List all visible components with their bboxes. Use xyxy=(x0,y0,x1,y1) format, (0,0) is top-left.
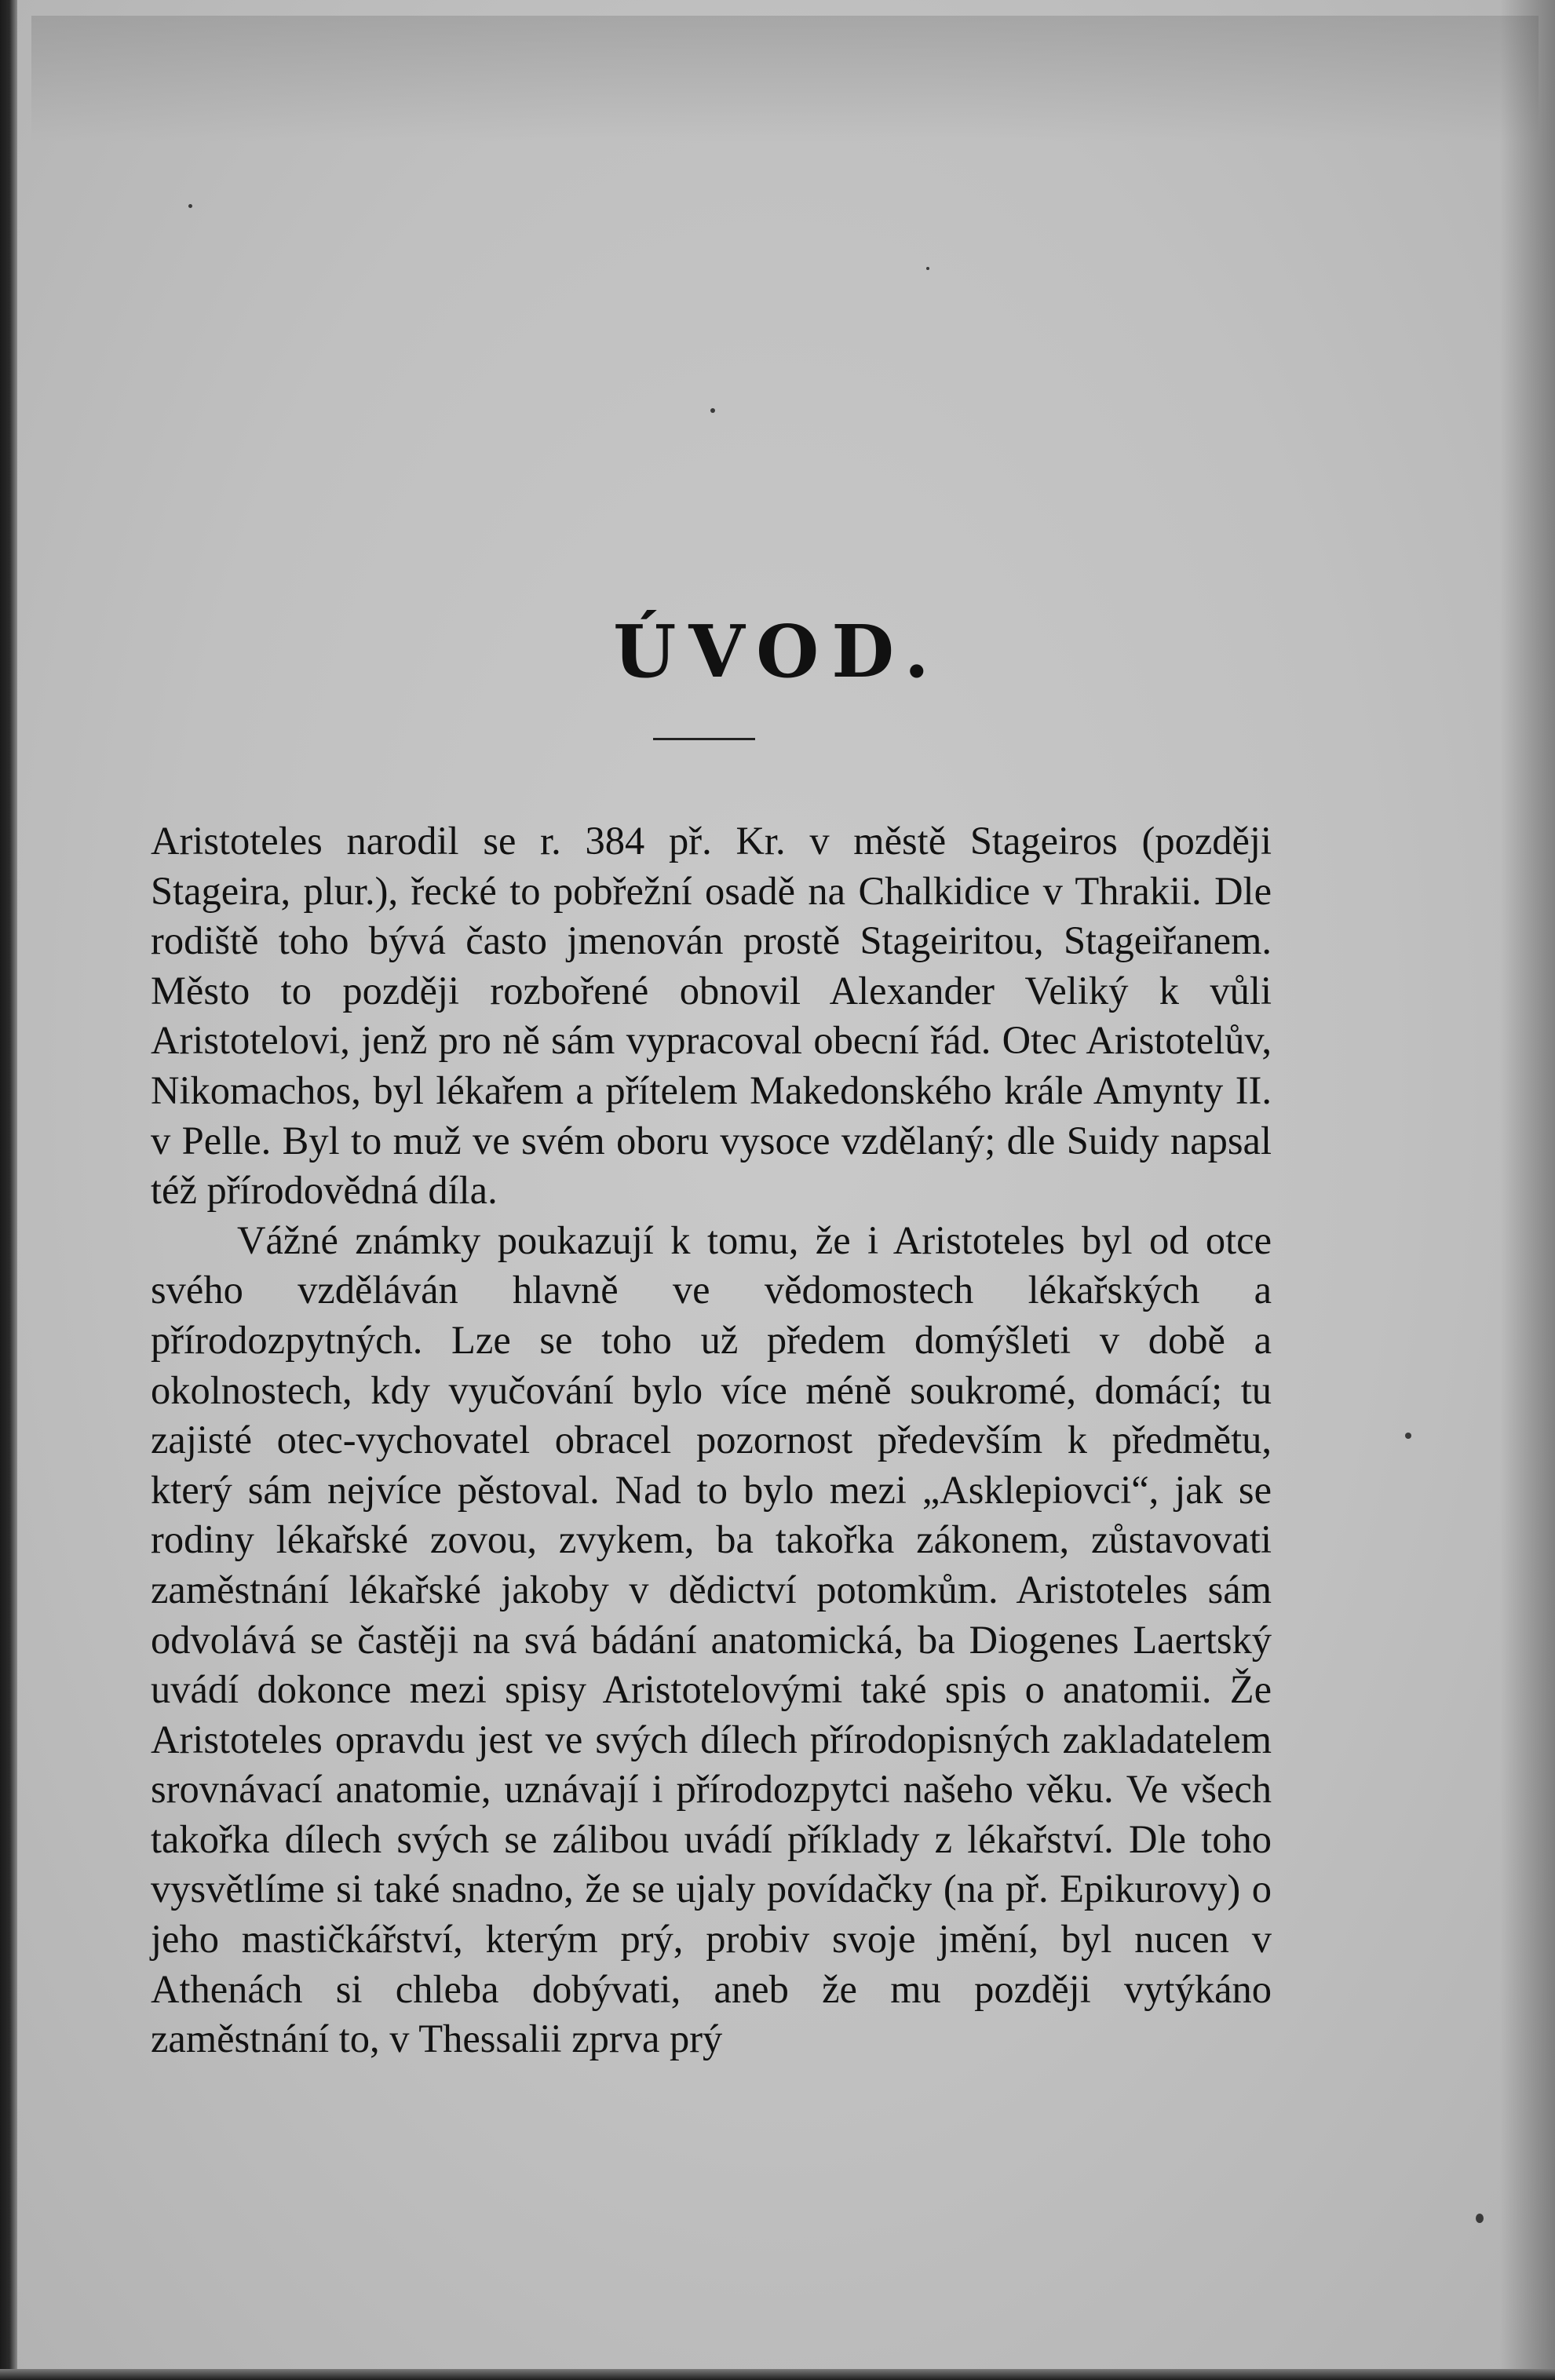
paragraph-1: Aristoteles narodil se r. 384 př. Kr. v městě Stageiros (později Stageira, plur.), řecké to pobřežní osadě na Chalkidice v Thrakii. Dle rodiště toho bývá často jmenován prostě Stageiritou, Stageiřanem. Město to později rozbořené obnovil Alexander Veliký k vůli Aristotelovi, jenž pro ně sám vypracoval obecní řád. Otec Aristotelův, Nikomachos, byl lékařem a přítelem Makedonského krále Amynty II. v Pelle. Byl to muž ve svém oboru vysoce vzdělaný; dle Suidy napsal též přírodovědná díla. xyxy=(151,819,1272,1213)
scan-speck xyxy=(188,204,192,208)
scan-speck xyxy=(926,267,929,270)
page-left-edge xyxy=(0,0,17,2380)
scan-noise-top xyxy=(31,16,1539,141)
scan-speck xyxy=(710,408,715,413)
page-title: ÚVOD. xyxy=(613,609,942,694)
body-text xyxy=(151,816,1272,2064)
scan-speck xyxy=(1476,2214,1484,2223)
scan-speck xyxy=(1405,1433,1411,1439)
paragraph-2: Vážné známky poukazují k tomu, že i Aristoteles byl od otce svého vzděláván hlavně ve vědomostech lékařských a přírodozpytných. Lze se toho už předem domýšleti v době a okolnostech, kdy vyučování bylo více méně soukromé, domácí; tu zajisté otec-vychovatel obracel pozornost především k předmětu, který sám nejvíce pěstoval. Nad to bylo mezi „Asklepiovci“, jak se rodiny lékařské zovou, zvykem, ba takořka zákonem, zůstavovati zaměstnání lékařské jakoby v dědictví potomkům. Aristoteles sám odvolává se častěji na svá bádání anatomická, ba Diogenes Laertský uvádí dokonce mezi spisy Aristotelovými také spis o anatomii. Že Aristoteles opravdu jest ve svých dílech přírodopisných zakladatelem srovnávací anatomie, uznávají i přírodozpytci našeho věku. Ve všech takořka dílech svých se zálibou uvádí příklady z lékařství. Dle toho vysvětlíme si také snadno, že se ujaly povídačky (na př. Epikurovy) o jeho mastičkářství, kterým prý, probiv svoje jmění, byl nucen v Athenách si chleba dobývati, aneb že mu později vytýkáno zaměstnání to, v Thessalii zprva prý xyxy=(151,1217,1272,2061)
page-bottom-edge xyxy=(0,2369,1555,2380)
scan-noise-right xyxy=(1500,0,1555,2380)
title-rule xyxy=(653,738,755,740)
